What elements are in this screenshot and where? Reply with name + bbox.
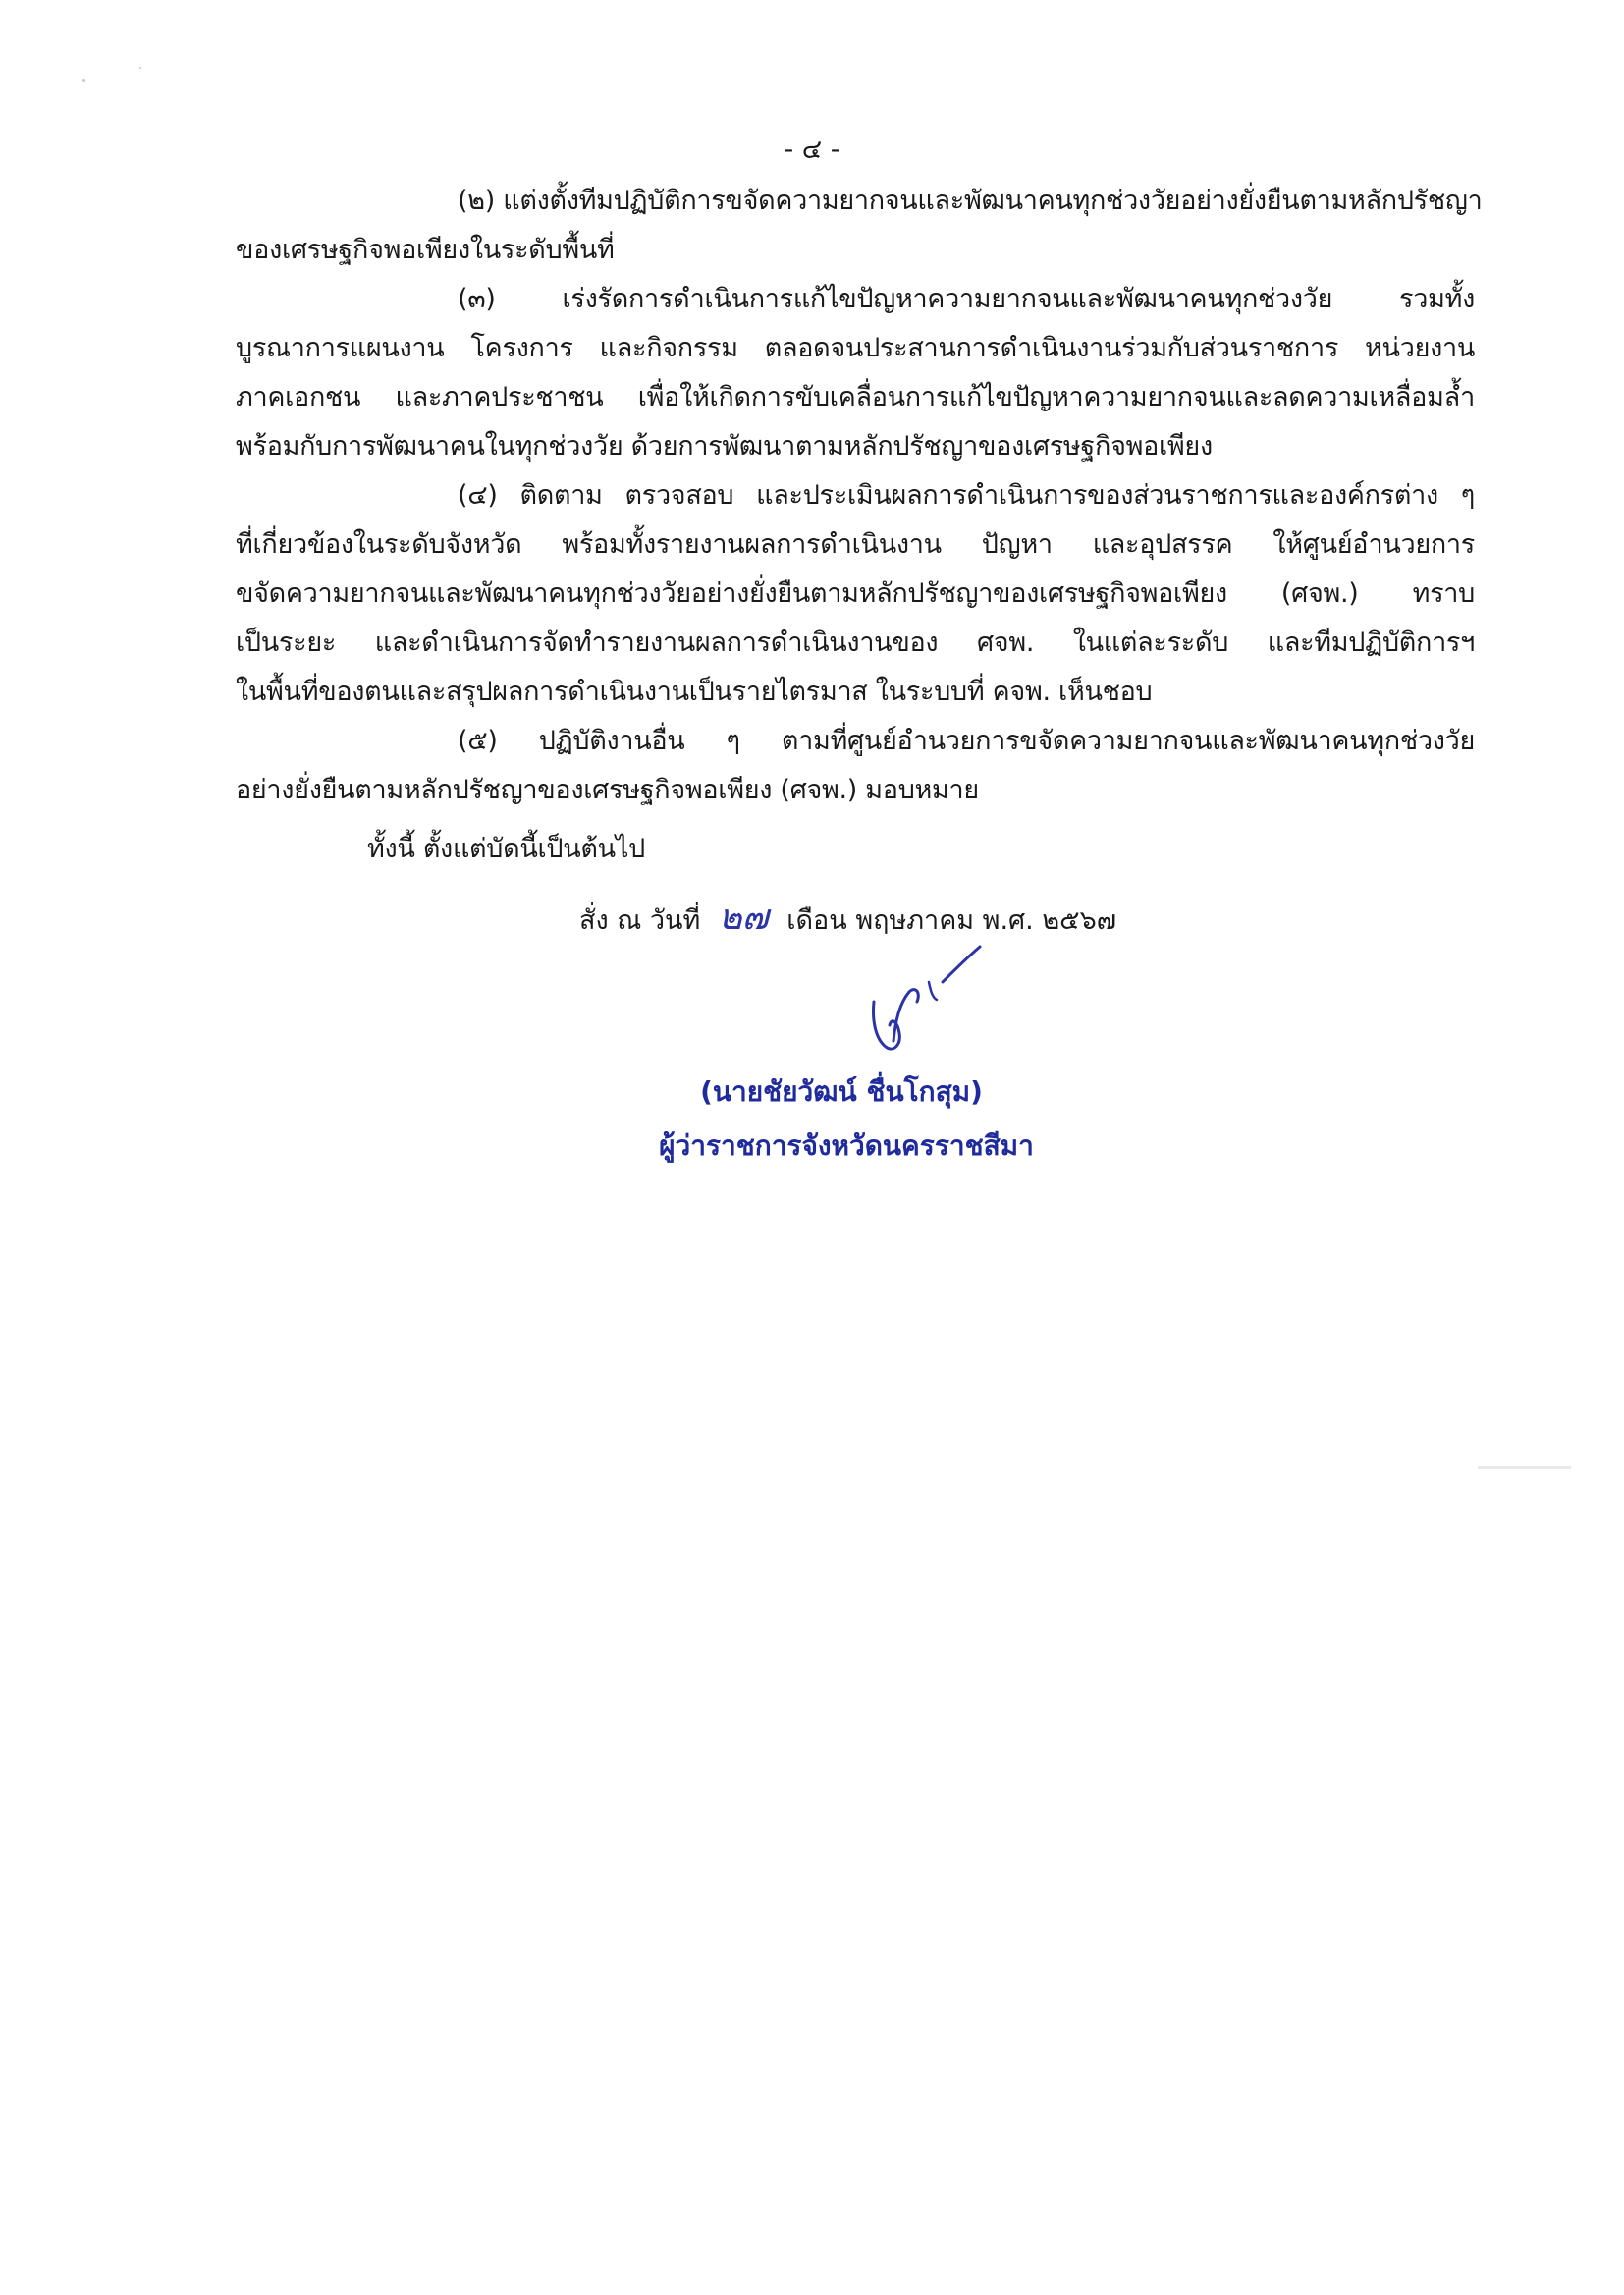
body-line: อย่างยั่งยืนตามหลักปรัชญาของเศรษฐกิจพอเพียง (ศจพ.) มอบหมาย [236,775,979,805]
scan-speck [139,67,141,69]
effective-clause: ทั้งนี้ ตั้งแต่บัดนี้เป็นต้นไป [367,834,645,864]
body-line: เป็นระยะ และดำเนินการจัดทำรายงานผลการดำเนินงานของ ศจพ. ในแต่ละระดับ และทีมปฏิบัติการฯ [236,628,1475,658]
body-line: (๓) เร่งรัดการดำเนินการแก้ไขปัญหาความยากจนและพัฒนาคนทุกช่วงวัย รวมทั้ง [458,284,1475,314]
body-line: ของเศรษฐกิจพอเพียงในระดับพื้นที่ [236,235,615,265]
body-line: บูรณาการแผนงาน โครงการ และกิจกรรม ตลอดจนประสานการดำเนินงานร่วมกับส่วนราชการ หน่วยงาน [236,333,1475,363]
handwritten-day: ๒๗ [718,898,769,938]
body-line: ที่เกี่ยวข้องในระดับจังหวัด พร้อมทั้งรายงานผลการดำเนินงาน ปัญหา และอุปสรรค ให้ศูนย์อำนวยการ [236,529,1475,560]
body-line: ขจัดความยากจนและพัฒนาคนทุกช่วงวัยอย่างยั่งยืนตามหลักปรัชญาของเศรษฐกิจพอเพียง (ศจพ.) ทราบ [236,578,1475,609]
body-line: (๒) แต่งตั้งทีมปฏิบัติการขจัดความยากจนและพัฒนาคนทุกช่วงวัยอย่างยั่งยืนตามหลักปรัชญา [458,186,1483,216]
body-line: ในพื้นที่ของตนและสรุปผลการดำเนินงานเป็นรายไตรมาส ในระบบที่ คจพ. เห็นชอบ [236,677,1153,707]
body-line: (๕) ปฏิบัติงานอื่น ๆ ตามที่ศูนย์อำนวยการขจัดความยากจนและพัฒนาคนทุกช่วงวัย [458,726,1475,756]
scan-speck [82,79,85,82]
body-line: พร้อมกับการพัฒนาคนในทุกช่วงวัย ด้วยการพัฒนาตามหลักปรัชญาของเศรษฐกิจพอเพียง [236,431,1213,462]
date-suffix: เดือน พฤษภาคม พ.ศ. ๒๕๖๗ [786,905,1117,936]
scan-streak [1478,1466,1571,1469]
body-line: (๔) ติดตาม ตรวจสอบ และประเมินผลการดำเนินการของส่วนราชการและองค์กรต่าง ๆ [458,480,1475,511]
date-prefix: สั่ง ณ วันที่ [579,905,701,936]
page-number: - ๔ - [784,135,840,165]
body-line: ภาคเอกชน และภาคประชาชน เพื่อให้เกิดการขับเคลื่อนการแก้ไขปัญหาความยากจนและลดความเหลื่อมล้ำ [236,382,1475,412]
date-line [579,894,1116,943]
handwritten-signature [864,943,1001,1070]
signer-title: ผู้ว่าราชการจังหวัดนครราชสีมา [659,1129,1034,1162]
signer-name: (นายชัยวัฒน์ ชื่นโกสุม) [700,1075,983,1108]
